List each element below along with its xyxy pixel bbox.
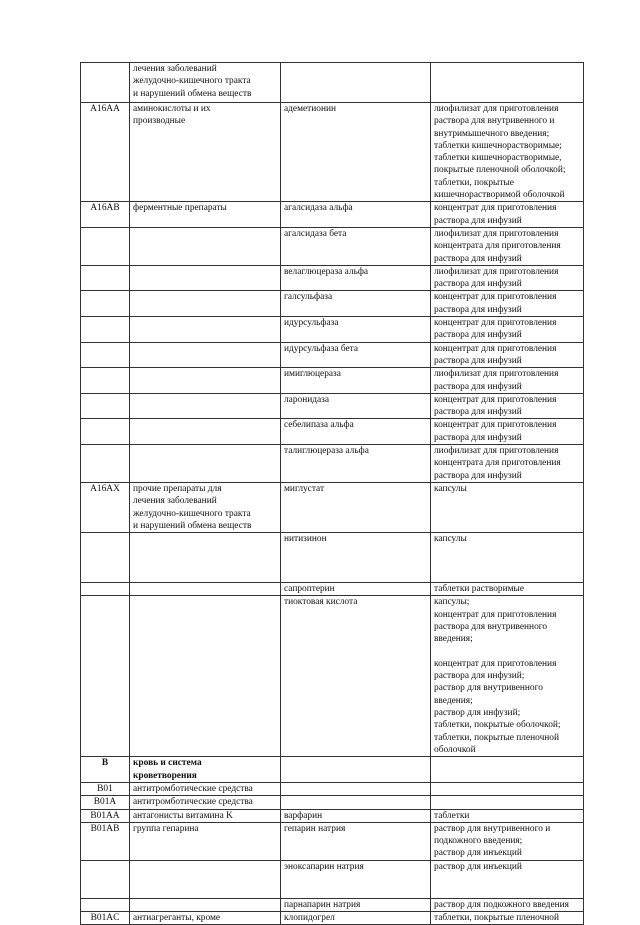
group-name-cell xyxy=(130,860,281,898)
table-row xyxy=(81,583,584,596)
atc-code-cell: B01AB xyxy=(81,822,130,860)
atc-code-cell xyxy=(81,533,130,583)
drug-name-cell: нитизинон xyxy=(281,533,431,583)
drug-name-cell: агалсидаза бета xyxy=(281,227,431,265)
dosage-form-cell: капсулы xyxy=(431,533,584,583)
group-name-cell: кровь и система кроветворения xyxy=(130,757,281,783)
atc-code-cell: B01AC xyxy=(81,912,130,925)
drug-name-cell: идурсульфаза бета xyxy=(281,342,431,368)
atc-code-cell xyxy=(81,368,130,394)
atc-code-cell xyxy=(81,419,130,445)
table-row xyxy=(81,809,584,822)
table-row xyxy=(81,860,584,898)
atc-code-cell xyxy=(81,583,130,596)
table-row xyxy=(81,393,584,419)
dosage-form-cell: раствор для внутривенного и подкожного введения; раствор для инъекций xyxy=(431,822,584,860)
table-row xyxy=(81,342,584,368)
drug-list-table xyxy=(80,62,584,925)
dosage-form-cell: лиофилизат для приготовления концентрата для приготовления раствора для инфузий xyxy=(431,445,584,483)
drug-name-cell: миглустат xyxy=(281,482,431,532)
group-name-cell: аминокислоты и их производные xyxy=(130,103,281,202)
group-name-cell xyxy=(130,291,281,317)
drug-name-cell: сапроптерин xyxy=(281,583,431,596)
drug-name-cell xyxy=(281,796,431,809)
atc-code-cell: A16AX xyxy=(81,482,130,532)
drug-name-cell xyxy=(281,782,431,795)
drug-name-cell: варфарин xyxy=(281,809,431,822)
atc-code-cell: B01 xyxy=(81,782,130,795)
drug-name-cell: гепарин натрия xyxy=(281,822,431,860)
group-name-cell xyxy=(130,583,281,596)
drug-name-cell: ларонидаза xyxy=(281,393,431,419)
dosage-form-cell xyxy=(431,796,584,809)
drug-name-cell: идурсульфаза xyxy=(281,317,431,343)
dosage-form-cell: таблетки, покрытые пленочной xyxy=(431,912,584,925)
atc-code-cell xyxy=(81,342,130,368)
table-row xyxy=(81,912,584,925)
table-row xyxy=(81,227,584,265)
table-row xyxy=(81,291,584,317)
dosage-form-cell: капсулы; концентрат для приготовления раствора для внутривенного введения; концентрат для приготовления раствора для инфузий; раствор для внутривенного введения; раствор для инфузий; таблетки, покрытые оболочкой; таблетки, покрытые пленочной оболочкой xyxy=(431,596,584,757)
drug-name-cell: парнапарин натрия xyxy=(281,898,431,911)
drug-name-cell: имиглюцераза xyxy=(281,368,431,394)
atc-code-cell: B01AA xyxy=(81,809,130,822)
group-name-cell xyxy=(130,596,281,757)
atc-code-cell: A16AB xyxy=(81,202,130,228)
dosage-form-cell: концентрат для приготовления раствора для инфузий xyxy=(431,317,584,343)
group-name-cell xyxy=(130,368,281,394)
table-row xyxy=(81,757,584,783)
dosage-form-cell: концентрат для приготовления раствора для инфузий xyxy=(431,419,584,445)
table-row xyxy=(81,265,584,291)
group-name-cell xyxy=(130,533,281,583)
table-row xyxy=(81,482,584,532)
group-name-cell: лечения заболеваний желудочно-кишечного тракта и нарушений обмена веществ xyxy=(130,63,281,103)
group-name-cell: антагонисты витамина K xyxy=(130,809,281,822)
table-row xyxy=(81,103,584,202)
atc-code-cell xyxy=(81,63,130,103)
dosage-form-cell: лиофилизат для приготовления раствора для инфузий xyxy=(431,265,584,291)
dosage-form-cell: концентрат для приготовления раствора для инфузий xyxy=(431,202,584,228)
group-name-cell xyxy=(130,227,281,265)
table-row xyxy=(81,419,584,445)
atc-code-cell xyxy=(81,393,130,419)
group-name-cell xyxy=(130,265,281,291)
atc-code-cell xyxy=(81,265,130,291)
atc-code-cell: B01A xyxy=(81,796,130,809)
group-name-cell: антиагреганты, кроме xyxy=(130,912,281,925)
group-name-cell: антитромботические средства xyxy=(130,782,281,795)
dosage-form-cell: концентрат для приготовления раствора для инфузий xyxy=(431,342,584,368)
atc-code-cell: B xyxy=(81,757,130,783)
dosage-form-cell: лиофилизат для приготовления раствора для инфузий xyxy=(431,368,584,394)
drug-name-cell xyxy=(281,63,431,103)
group-name-cell: группа гепарина xyxy=(130,822,281,860)
table-row xyxy=(81,533,584,583)
atc-code-cell xyxy=(81,596,130,757)
table-row xyxy=(81,596,584,757)
drug-name-cell: талиглюцераза альфа xyxy=(281,445,431,483)
group-name-cell xyxy=(130,419,281,445)
drug-name-cell: галсульфаза xyxy=(281,291,431,317)
dosage-form-cell xyxy=(431,782,584,795)
group-name-cell: антитромботические средства xyxy=(130,796,281,809)
table-row xyxy=(81,202,584,228)
table-row xyxy=(81,368,584,394)
dosage-form-cell: таблетки xyxy=(431,809,584,822)
drug-name-cell: велаглюцераза альфа xyxy=(281,265,431,291)
atc-code-cell xyxy=(81,317,130,343)
drug-name-cell: агалсидаза альфа xyxy=(281,202,431,228)
atc-code-cell xyxy=(81,227,130,265)
dosage-form-cell xyxy=(431,63,584,103)
dosage-form-cell: лиофилизат для приготовления раствора для внутривенного и внутримышечного введения; таблетки кишечнорастворимые; таблетки кишечнорастворимые, покрытые пленочной оболочкой; таблетки, покрытые кишечнорастворимой оболочкой xyxy=(431,103,584,202)
group-name-cell xyxy=(130,393,281,419)
drug-name-cell: клопидогрел xyxy=(281,912,431,925)
table-row xyxy=(81,445,584,483)
group-name-cell xyxy=(130,445,281,483)
drug-name-cell xyxy=(281,757,431,783)
dosage-form-cell: концентрат для приготовления раствора для инфузий xyxy=(431,291,584,317)
group-name-cell xyxy=(130,317,281,343)
drug-name-cell: эноксапарин натрия xyxy=(281,860,431,898)
drug-name-cell: адеметионин xyxy=(281,103,431,202)
drug-name-cell: себелипаза альфа xyxy=(281,419,431,445)
atc-code-cell xyxy=(81,445,130,483)
atc-code-cell: A16AA xyxy=(81,103,130,202)
group-name-cell xyxy=(130,342,281,368)
dosage-form-cell: концентрат для приготовления раствора для инфузий xyxy=(431,393,584,419)
drug-name-cell: тиоктовая кислота xyxy=(281,596,431,757)
table-row xyxy=(81,782,584,795)
dosage-form-cell xyxy=(431,757,584,783)
dosage-form-cell: лиофилизат для приготовления концентрата для приготовления раствора для инфузий xyxy=(431,227,584,265)
dosage-form-cell: таблетки растворимые xyxy=(431,583,584,596)
table-row xyxy=(81,317,584,343)
group-name-cell: ферментные препараты xyxy=(130,202,281,228)
table-row xyxy=(81,822,584,860)
table-body xyxy=(81,63,584,925)
dosage-form-cell: раствор для инъекций xyxy=(431,860,584,898)
dosage-form-cell: капсулы xyxy=(431,482,584,532)
dosage-form-cell: раствор для подкожного введения xyxy=(431,898,584,911)
atc-code-cell xyxy=(81,860,130,898)
table-row xyxy=(81,63,584,103)
atc-code-cell xyxy=(81,291,130,317)
table-row xyxy=(81,796,584,809)
group-name-cell: прочие препараты для лечения заболеваний желудочно-кишечного тракта и нарушений обмена веществ xyxy=(130,482,281,532)
